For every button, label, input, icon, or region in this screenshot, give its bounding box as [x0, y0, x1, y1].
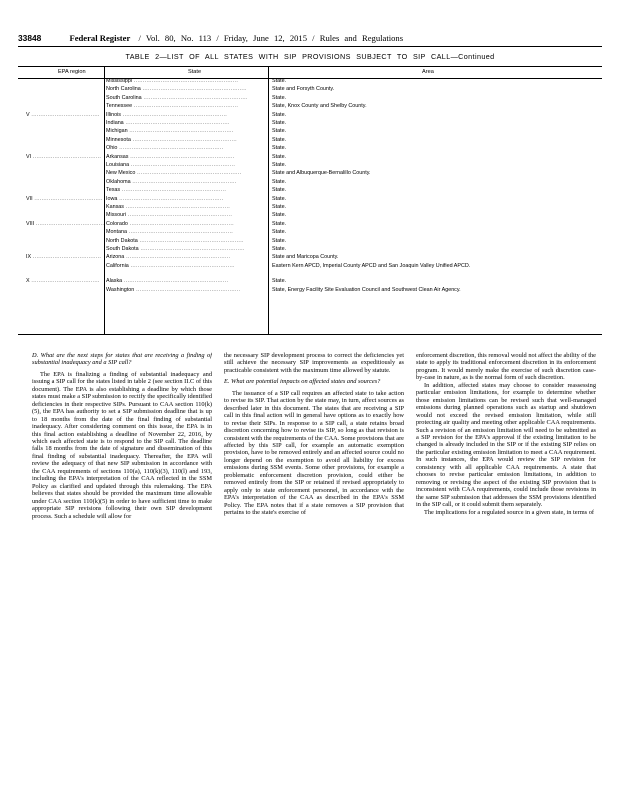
state-label: Illinois — [106, 111, 121, 118]
cell-region: X ...................................... — [26, 278, 100, 285]
state-label: Minnesota — [106, 136, 131, 143]
cell-state: Arkansas .......................................................... — [106, 153, 235, 160]
cell-region: VIII ...................................... — [26, 220, 105, 227]
cell-area: State. — [272, 237, 287, 244]
cell-state: Michigan .......................................................... — [106, 128, 234, 135]
table-body — [18, 78, 602, 335]
cell-area: State and Forsyth County. — [272, 86, 335, 93]
cell-area: State. — [272, 212, 287, 219]
state-label: North Dakota — [106, 237, 138, 244]
state-label: Tennessee — [106, 103, 133, 110]
cell-area: State. — [272, 111, 287, 118]
cell-area: State. — [272, 229, 287, 236]
state-label: Washington — [106, 286, 135, 293]
cell-state: Oklahoma .......................................................... — [106, 178, 237, 185]
cell-state: Colorado .......................................................... — [106, 220, 234, 227]
region-label: IX — [26, 254, 32, 261]
region-label: V — [26, 111, 30, 118]
state-label: Colorado — [106, 220, 128, 227]
page-header — [18, 33, 602, 45]
cell-state: Montana .......................................................... — [106, 229, 234, 236]
section-heading-e: E. What are potential impacts on affected states and sources? — [224, 378, 381, 386]
cell-state: Tennessee .......................................................... — [106, 103, 239, 110]
state-label: South Dakota — [106, 246, 139, 252]
cell-area: State. — [272, 78, 287, 84]
region-label: VIII — [26, 220, 35, 227]
cell-area: State. — [272, 178, 287, 185]
text-column-3 — [416, 352, 596, 792]
cell-region: VI ...................................... — [26, 153, 102, 160]
cell-region: V ...................................... — [26, 111, 100, 118]
page-number: 33848 — [18, 33, 42, 43]
cell-state: Louisiana .......................................................... — [106, 162, 236, 168]
header-area: Area — [422, 69, 434, 75]
text-column-2 — [224, 352, 404, 792]
state-label: Indiana — [106, 120, 124, 126]
cell-area: State. — [272, 162, 287, 168]
state-label: Oklahoma — [106, 178, 131, 185]
region-label: VI — [26, 153, 32, 160]
cell-state: Kansas .......................................................... — [106, 204, 231, 210]
cell-state: New Mexico .......................................................... — [106, 170, 242, 177]
cell-area: State, Knox County and Shelby County. — [272, 103, 367, 110]
cell-state: South Dakota .......................................................... — [106, 246, 245, 252]
cell-area: State, Energy Facility Site Evaluation Council and Southwest Clean Air Agency. — [272, 286, 461, 293]
state-label: California — [106, 262, 129, 269]
table-title: TABLE 2—LIST OF ALL STATES WITH SIP PROVISIONS SUBJECT TO SIP CALL—Continued — [125, 52, 495, 61]
cell-area: State. — [272, 128, 287, 135]
paragraph: In addition, affected states may choose to consider reassessing particular emission limitations, for example to determine whether those emission limitations can be revised such that well-managed emissions during planned operations such as startup and shutdown would not exceed the revised emission limitation, while still protecting air quality and meeting other applicable CAA requirements. Such a revision of an emission limitation will need to be submitted as a SIP revision for the EPA's approval if the existing limitation to be changed is already included in the SIP or if the existing SIP relies on the particular existing emission limitation to meet a CAA requirement. In such instances, the EPA would review the SIP revision for consistency with all applicable CAA requirements. A state that chooses to revise particular emission limitations, in addition to removing or revising the aspect of the existing SIP provision that is inconsistent with CAA requirements, could include those revisions in the same SIP submission that addresses the SSM provisions identified in the SIP call, or it could submit them separately. — [416, 381, 596, 509]
cell-area: State and Maricopa County. — [272, 254, 339, 261]
cell-area: State. — [272, 195, 287, 202]
cell-state: Missouri .......................................................... — [106, 212, 233, 219]
region-label: X — [26, 278, 30, 285]
publication-name: Federal Register — [69, 33, 131, 43]
cell-region: VII ...................................... — [26, 195, 103, 202]
paragraph: The EPA is finalizing a finding of substantial inadequacy and issuing a SIP call for the states listed in table 2 (see section II.C of this document). The EPA is also establishing a deadline by which those states must make a SIP submission to rectify the specifically identified deficiencies in their respective SIPs. Pursuant to CAA section 110(k)(5), the EPA has authority to set a SIP submission deadline that is up to 18 months from the date of the final finding of substantial inadequacy. After considering comment on this issue, the EPA is in this final action establishing a deadline of November 22, 2016, by which each affected state is to respond to the SIP call. The deadline falls 18 months from the date of signature and dissemination of this final finding of substantial inadequacy. Thereafter, the EPA will review the adequacy of that new SIP submission in accordance with the CAA requirements of sections 110(a), 110(k)(3), 110(l) and 193, including the EPA's interpretation of the CAA reflected in the SSM Policy as clarified and updated through this rulemaking. The EPA believes that states should be provided the maximum time allowable under CAA section 110(k)(5) in order to have sufficient time to make appropriate SIP revisions following their own SIP development process. Such a schedule will allow for — [32, 370, 212, 520]
state-label: Arkansas — [106, 153, 129, 160]
cell-area: Eastern Kern APCD, Imperial County APCD and San Joaquin Valley Unified APCD. — [272, 262, 471, 269]
cell-state: Indiana .......................................................... — [106, 120, 230, 126]
cell-area: State. — [272, 94, 287, 101]
issue-info: / Vol. 80, No. 113 / Friday, June 12, 2015 / Rules and Regulations — [138, 33, 404, 43]
cell-state: South Carolina .......................................................... — [106, 94, 248, 101]
cell-area: State. — [272, 204, 287, 210]
state-label: Iowa — [106, 195, 118, 202]
body-text — [32, 352, 602, 792]
state-label: Ohio — [106, 145, 118, 152]
cell-region: IX ...................................... — [26, 254, 102, 261]
cell-area: State. — [272, 278, 287, 285]
region-label: VII — [26, 195, 33, 202]
cell-area: State. — [272, 246, 287, 252]
header-region: EPA region — [58, 69, 86, 75]
cell-state: Washington .......................................................... — [106, 286, 241, 293]
cell-area: State. — [272, 136, 287, 143]
cell-state: Ohio .......................................................... — [106, 145, 224, 152]
state-label: Michigan — [106, 128, 128, 135]
paragraph: The implications for a regulated source in a given state, in terms of — [424, 508, 594, 516]
cell-area: State. — [272, 187, 287, 194]
state-label: Alaska — [106, 278, 123, 285]
state-label: New Mexico — [106, 170, 136, 177]
section-heading-d: D. What are the next steps for states that are receiving a finding of substantial inadequacy and a SIP call? — [32, 352, 212, 367]
header-state: State — [188, 69, 202, 75]
cell-state: North Dakota .......................................................... — [106, 237, 244, 244]
text-column-1 — [32, 352, 212, 792]
cell-state: Arizona .......................................................... — [106, 254, 231, 261]
paragraph: the necessary SIP development process to correct the deficiencies yet still achieve the necessary SIP improvements as expeditiously as practicable consistent with the maximum time allowed by statute. — [224, 352, 404, 374]
state-label: Louisiana — [106, 162, 130, 168]
cell-state: North Carolina .......................................................... — [106, 86, 247, 93]
state-label: South Carolina — [106, 94, 142, 101]
cell-state: Mississippi .......................................................... — [106, 78, 239, 84]
cell-area: State. — [272, 120, 287, 126]
cell-state: Alaska .......................................................... — [106, 278, 229, 285]
cell-state: California .......................................................... — [106, 262, 235, 269]
cell-area: State. — [272, 145, 287, 152]
paragraph: The issuance of a SIP call requires an affected state to take action to revise its SIP. That action by the state may, in turn, affect sources as described later in this document. The states that are receiving a SIP call in this final action will in general have options as to exactly how to revise their SIPs. In response to a SIP call, a state retains broad discretion concerning how to revise its SIP, so long as that revision is consistent with the requirements of the CAA. Some provisions that are affected by this SIP call, for example an automatic exemption provision, have to be removed entirely and an affected source could no longer depend on the exemption to avoid all liability for excess emissions during SSM events. Some other provisions, for example a problematic enforcement discretion provision, could either be removed entirely from the SIP or retained if revised appropriately to apply only to state enforcement personnel, in accordance with the EPA's interpretation of the CAA as described in the EPA's SSM Policy. The EPA notes that if a state removes a SIP provision that pertains to the state's exercise of — [224, 389, 404, 517]
paragraph: enforcement discretion, this removal would not affect the ability of the state to apply its traditional enforcement discretion in its enforcement program. It would merely make the exercise of such discretion case-by-case in nature, as is the normal form of such discretion. — [416, 352, 596, 382]
cell-state: Illinois .......................................................... — [106, 111, 228, 118]
state-label: Missouri — [106, 212, 127, 219]
state-label: North Carolina — [106, 86, 141, 93]
cell-state: Iowa .......................................................... — [106, 195, 224, 202]
cell-area: State. — [272, 153, 287, 160]
cell-state: Texas .......................................................... — [106, 187, 227, 194]
cell-area: State. — [272, 220, 287, 227]
header-rule — [18, 46, 602, 47]
cell-area: State and Albuquerque-Bernalillo County. — [272, 170, 371, 177]
state-label: Kansas — [106, 204, 124, 210]
state-label: Arizona — [106, 254, 125, 261]
cell-state: Minnesota .......................................................... — [106, 136, 237, 143]
state-label: Mississippi — [106, 78, 133, 84]
state-label: Montana — [106, 229, 127, 236]
state-label: Texas — [106, 187, 121, 194]
